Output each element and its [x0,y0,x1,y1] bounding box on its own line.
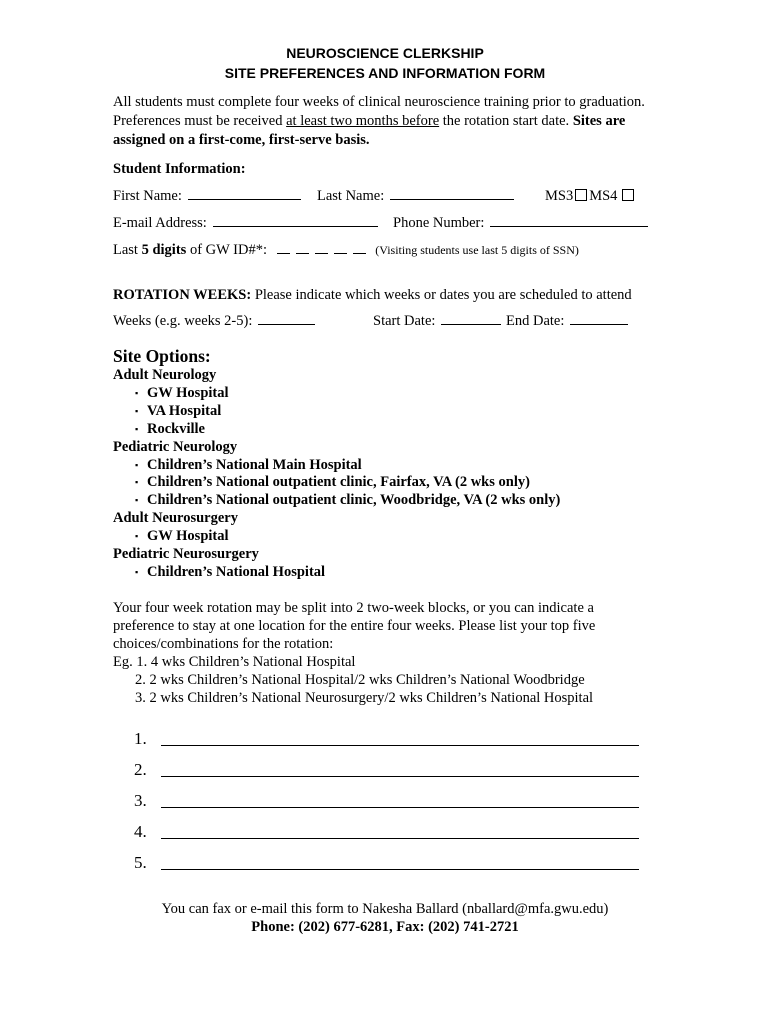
end-date-blank[interactable] [570,312,628,325]
choice-blank[interactable] [161,869,639,870]
site-item: ▪ GW Hospital [135,528,229,545]
id-label-pre: Last [113,242,142,258]
intro-text-2: the rotation start date. [439,113,573,129]
site-item: ▪ Rockville [135,420,205,437]
intro-text: All students must complete four weeks of clinical neuroscience training prior to graduation. Preferences must be received [113,94,645,129]
choice-example-1: Eg. 1. 4 wks Children’s National Hospital [113,654,356,670]
first-name-blank[interactable] [188,187,301,200]
intro-paragraph [113,93,648,150]
site-group-name: Adult Neurology [113,367,217,383]
choice-blank[interactable] [161,807,639,808]
start-date-blank[interactable] [441,312,501,325]
choice-blank[interactable] [161,776,639,777]
email-label: E-mail Address: [113,215,207,231]
site-item: ▪ Children’s National Hospital [135,563,326,580]
end-date-field[interactable] [506,312,628,330]
footer-phone-fax: Phone: (202) 677-6281, Fax: (202) 741-2721 [251,919,519,935]
id-digit-1[interactable] [277,242,290,254]
gw-id-field[interactable] [113,241,579,259]
id-digit-2[interactable] [296,242,309,254]
footer-contact: You can fax or e-mail this form to Nakesha Ballard (nballard@mfa.gwu.edu) [161,901,609,917]
choice-number: 3. [134,791,147,810]
rotation-heading: ROTATION WEEKS: [113,287,252,303]
form-title-line2: SITE PREFERENCES AND INFORMATION FORM [224,65,546,81]
choice-number: 2. [134,760,147,779]
phone-label: Phone Number: [393,215,485,231]
choice-number: 1. [134,729,147,748]
ms4-label: MS4 [589,188,618,204]
year-checkboxes [545,187,636,205]
weeks-field[interactable] [113,312,315,330]
id-label-post: of GW ID#*: [186,242,267,258]
ms3-label: MS3 [545,188,574,204]
id-digit-3[interactable] [315,242,328,254]
ms4-checkbox[interactable] [622,189,634,201]
choice-blank[interactable] [161,745,639,746]
email-field[interactable] [113,214,378,232]
last-name-blank[interactable] [390,187,514,200]
start-date-label: Start Date: [373,313,436,329]
choice-blank[interactable] [161,838,639,839]
choice-line-5[interactable] [134,853,639,875]
id-digit-4[interactable] [334,242,347,254]
site-group-name: Pediatric Neurosurgery [113,546,259,563]
intro-assignment-note: Sites are assigned on a first-come, first-serve basis. [113,113,626,148]
weeks-blank[interactable] [258,312,315,325]
choice-example-2: 2. 2 wks Children’s National Hospital/2 wks Children’s National Woodbridge [135,672,585,688]
intro-deadline: at least two months before [286,113,440,129]
site-item: ▪ Children’s National outpatient clinic, Fairfax, VA (2 wks only) [135,474,530,491]
choices-paragraph: Your four week rotation may be split into 2 two-week blocks, or you can indicate a preference to stay at one location for the entire four weeks. Please list your top five choices/combinations for the rotation: [113,600,596,652]
choice-example-3: 3. 2 wks Children’s National Neurosurgery/2 wks Children’s National Hospital [135,690,594,706]
id-note: (Visiting students use last 5 digits of SSN) [375,243,579,257]
id-digit-5[interactable] [353,242,366,254]
id-label-digits: 5 digits [141,242,187,258]
choice-number: 4. [134,822,147,841]
site-item: ▪ GW Hospital [135,384,229,401]
choice-line-3[interactable] [134,791,639,813]
ms3-checkbox[interactable] [575,189,587,201]
student-info-heading: Student Information: [113,161,246,177]
end-date-label: End Date: [506,313,565,329]
site-group-name: Adult Neurosurgery [113,510,238,527]
site-options-list [113,367,560,582]
last-name-field[interactable] [317,187,514,205]
choice-line-1[interactable] [134,729,639,751]
start-date-field[interactable] [373,312,501,330]
rotation-text: Please indicate which weeks or dates you are scheduled to attend [251,287,632,303]
last-name-label: Last Name: [317,188,385,204]
email-blank[interactable] [213,214,378,227]
choice-line-4[interactable] [134,822,639,844]
first-name-field[interactable] [113,187,301,205]
choice-number: 5. [134,853,147,872]
weeks-label: Weeks (e.g. weeks 2-5): [113,313,253,329]
form-title-line1: NEUROSCIENCE CLERKSHIP [286,45,484,61]
phone-blank[interactable] [490,214,648,227]
site-options-heading: Site Options: [113,346,211,366]
rotation-instruction [113,286,632,304]
choice-line-2[interactable] [134,760,639,782]
site-item: ▪ Children’s National outpatient clinic, Woodbridge, VA (2 wks only) [135,492,561,509]
choices-instructions [113,599,653,707]
site-item: ▪ VA Hospital [135,402,222,419]
first-name-label: First Name: [113,188,182,204]
phone-field[interactable] [393,214,648,232]
site-group-name: Pediatric Neurology [113,438,238,455]
site-item: ▪ Children’s National Main Hospital [135,456,362,473]
